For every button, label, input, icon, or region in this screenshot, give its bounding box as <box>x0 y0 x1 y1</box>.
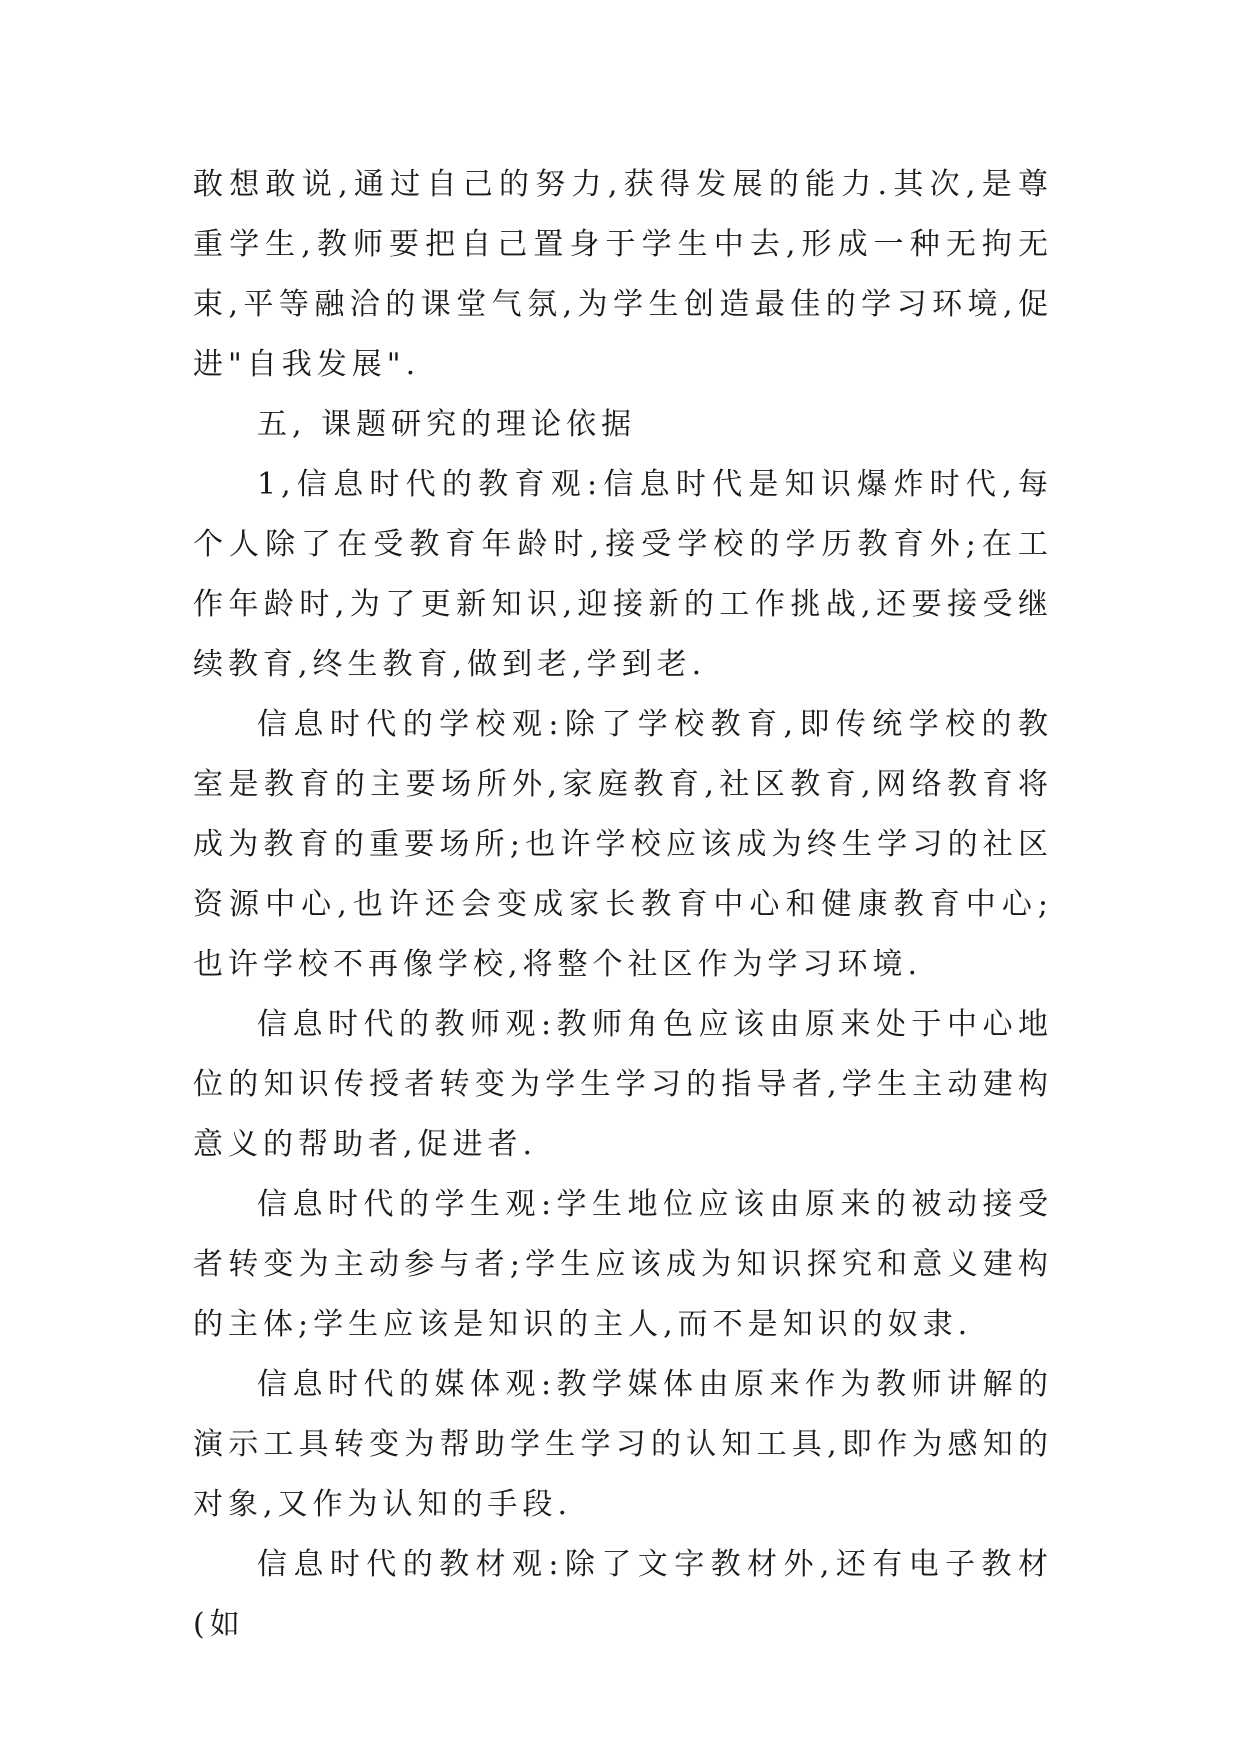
paragraph-textbook-view: 信息时代的教材观:除了文字教材外,还有电子教材(如 <box>193 1547 1053 1642</box>
section-heading: 五, 课题研究的理论依据 <box>257 407 637 442</box>
document-body <box>193 155 1053 1655</box>
paragraph-teacher-view: 信息时代的教师观:教师角色应该由原来处于中心地位的知识传授者转变为学生学习的指导者,学生主动建构意义的帮助者,促进者. <box>193 1007 1053 1162</box>
paragraph-school-view: 信息时代的学校观:除了学校教育,即传统学校的教室是教育的主要场所外,家庭教育,社区教育,网络教育将成为教育的重要场所;也许学校应该成为终生学习的社区资源中心,也许还会变成家长教育中心和健康教育中心;也许学校不再像学校,将整个社区作为学习环境. <box>193 707 1053 982</box>
paragraph-education-view: 1,信息时代的教育观:信息时代是知识爆炸时代,每个人除了在受教育年龄时,接受学校的学历教育外;在工作年龄时,为了更新知识,迎接新的工作挑战,还要接受继续教育,终生教育,做到老,学到老. <box>193 467 1053 682</box>
paragraph-continuation: 敢想敢说,通过自己的努力,获得发展的能力.其次,是尊重学生,教师要把自己置身于学生中去,形成一种无拘无束,平等融洽的课堂气氛,为学生创造最佳的学习环境,促进"自我发展". <box>193 167 1053 382</box>
paragraph-media-view: 信息时代的媒体观:教学媒体由原来作为教师讲解的演示工具转变为帮助学生学习的认知工具,即作为感知的对象,又作为认知的手段. <box>193 1367 1053 1522</box>
paragraph-student-view: 信息时代的学生观:学生地位应该由原来的被动接受者转变为主动参与者;学生应该成为知识探究和意义建构的主体;学生应该是知识的主人,而不是知识的奴隶. <box>193 1187 1053 1342</box>
